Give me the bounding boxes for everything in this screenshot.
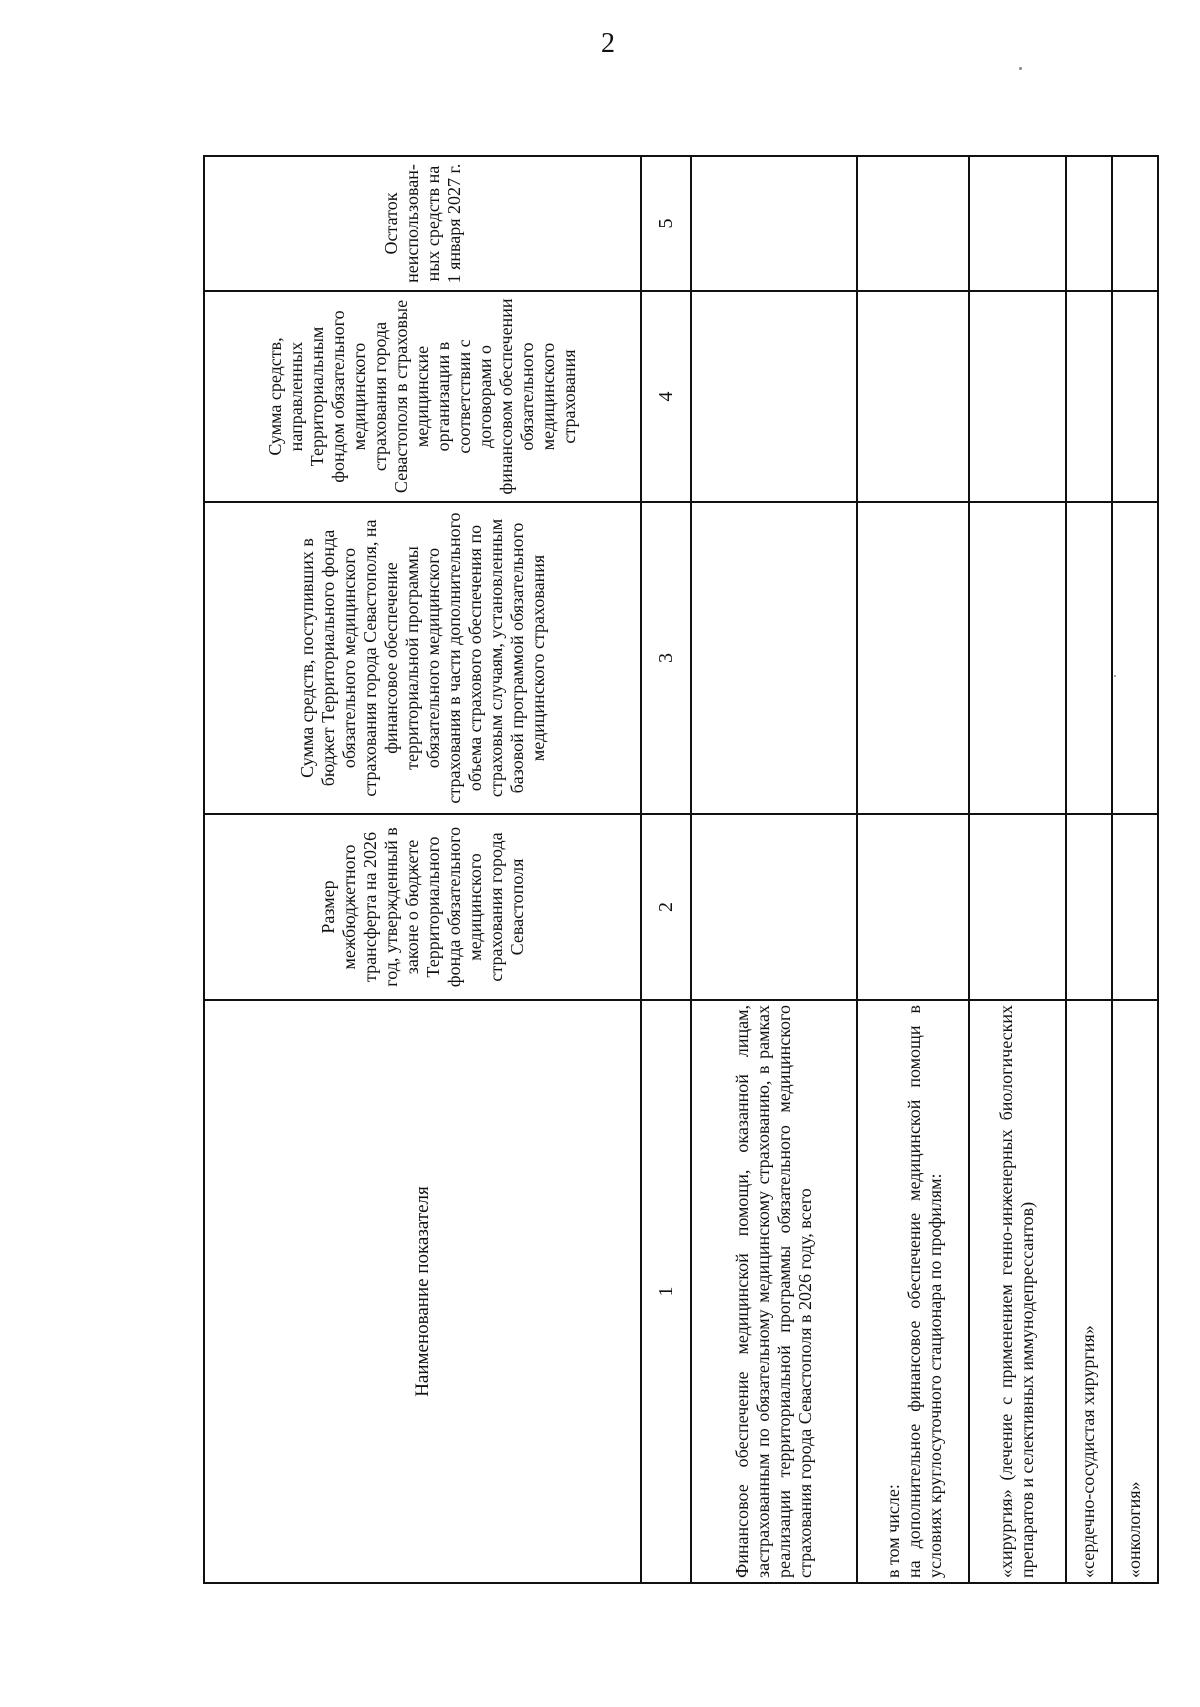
table-cell	[1066, 814, 1112, 1000]
table-cell	[691, 156, 857, 291]
table-cell	[857, 156, 969, 291]
column-number: 4	[641, 291, 691, 502]
table-cell	[691, 814, 857, 1000]
column-number: 3	[641, 502, 691, 814]
row-label-cell	[857, 1000, 969, 1583]
column-number: 2	[641, 814, 691, 1000]
header-indicator-name: Наименование показателя	[204, 1000, 641, 1583]
row-label: «хирургия» (лечение с применением генно-инженерных биологических препаратов и селективных иммунодепрессантов)	[969, 1000, 1065, 1583]
table-cell	[1112, 291, 1158, 502]
table-cell	[1066, 156, 1112, 291]
scan-speck	[1019, 67, 1022, 70]
page-number: 2	[601, 28, 615, 59]
table-cell	[1066, 502, 1112, 814]
table-cell	[857, 814, 969, 1000]
table-row	[857, 156, 969, 1583]
table-cell	[969, 502, 1065, 814]
column-number: 5	[641, 156, 691, 291]
row-label: «сердечно-сосудистая хирургия»	[1066, 1000, 1112, 1583]
table-cell	[857, 291, 969, 502]
table-cell	[691, 291, 857, 502]
table-cell	[969, 156, 1065, 291]
row-label: на дополнительное финансовое обеспечение медицинской помощи в условиях круглосуточного стационара по профилям:	[903, 1005, 945, 1578]
table-cell	[969, 291, 1065, 502]
header-transfer-size: Размер межбюджетного трансферта на 2026 год, утвержденный в законе о бюджете Территориального фонда обязательного медицинского страхования города Севастополя	[204, 814, 641, 1000]
table-cell	[857, 502, 969, 814]
table-header-row	[204, 156, 641, 1583]
column-number-row	[641, 156, 691, 1583]
table-row	[969, 156, 1065, 1583]
indicator-table	[203, 155, 1159, 1584]
row-prefix: в том числе:	[882, 1484, 903, 1578]
table-cell	[1066, 291, 1112, 502]
row-label: «онкология»	[1112, 1000, 1158, 1583]
table-row	[1112, 156, 1158, 1583]
rotated-table-container	[203, 157, 1159, 1584]
table-cell	[1112, 814, 1158, 1000]
header-received-funds: Сумма средств, поступивших в бюджет Территориального фонда обязательного медицинского страхования города Севастополя, на финансовое обеспечение территориальной программы обязательного медицинского страхования в части дополнительного объема страхового обеспечения по страховым случаям, установленным базовой программой обязательного медицинского страхования	[204, 502, 641, 814]
header-sent-funds: Сумма средств, направленных Территориальным фондом обязательного медицинского страхования города Севастополя в страховые медицинские организации в соответствии с договорами о финансовом обеспечении обязательного медицинского страхования	[204, 291, 641, 502]
table-cell	[691, 502, 857, 814]
table-cell	[969, 814, 1065, 1000]
table-row	[691, 156, 857, 1583]
table-cell	[1112, 502, 1158, 814]
column-number: 1	[641, 1000, 691, 1583]
table-row	[1066, 156, 1112, 1583]
header-unused-balance: Остаток неиспользован-ных средств на 1 января 2027 г.	[204, 156, 641, 291]
table-cell	[1112, 156, 1158, 291]
row-label: Финансовое обеспечение медицинской помощи, оказанной лицам, застрахованным по обязательному медицинскому страхованию, в рамках реализации территориальной программы обязательного медицинского страхования города Севастополя в 2026 году, всего	[691, 1000, 857, 1583]
